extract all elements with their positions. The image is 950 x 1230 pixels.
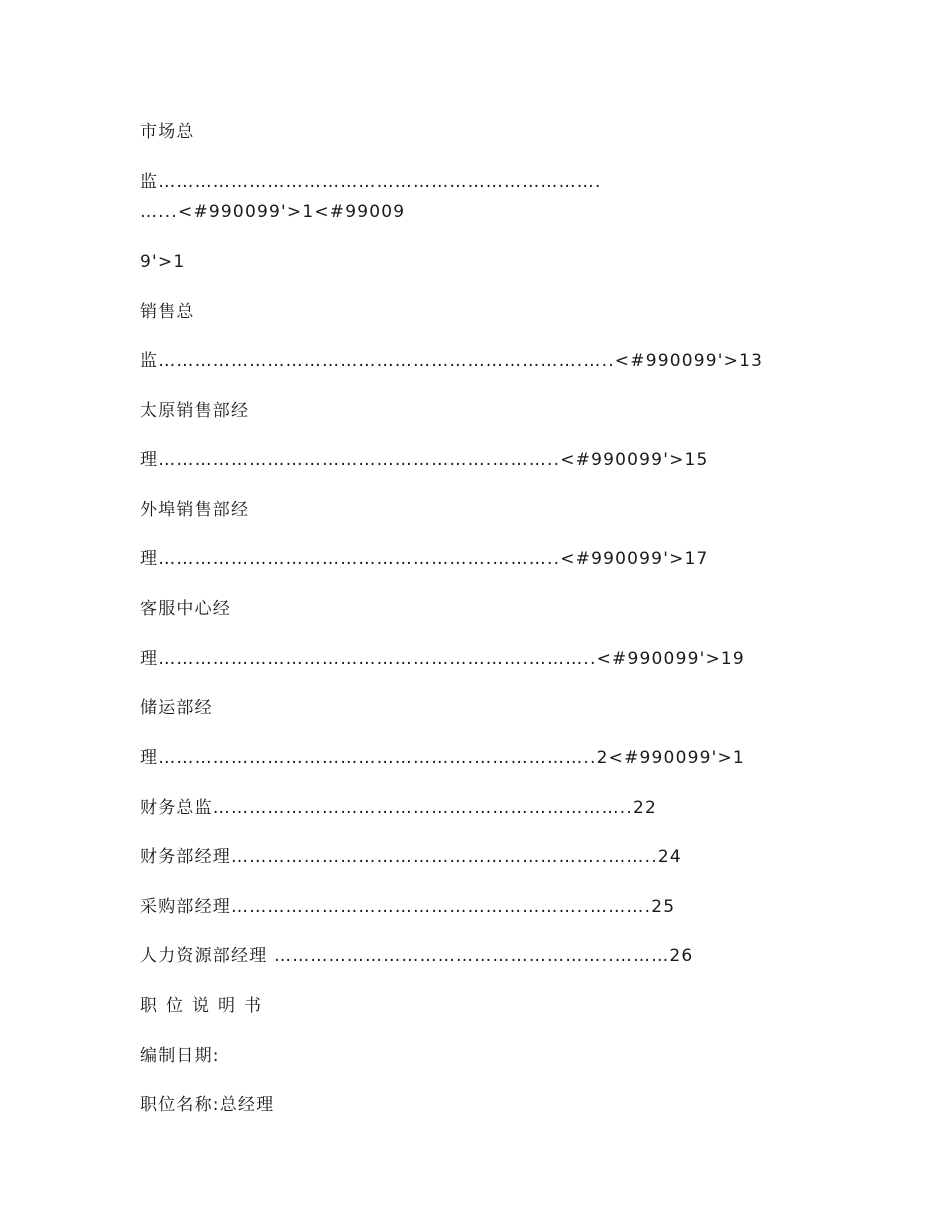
toc-line: 财务总监…………………………………….……………………..22 [140, 798, 658, 818]
toc-line: …...<#990099'>1<#99009 [140, 202, 406, 222]
toc-line: 市场总 [140, 122, 195, 142]
document-title: 职位说明书 [140, 996, 270, 1016]
position-name-label: 职位名称:总经理 [140, 1095, 275, 1115]
toc-line: 储运部经 [140, 698, 213, 718]
toc-line: 理…………………………………………….………………..2<#990099'>1 [140, 748, 745, 768]
toc-line: 采购部经理…………………………………………………..……….25 [140, 897, 676, 917]
toc-line: 财务部经理……………………………………………………..……..24 [140, 847, 682, 867]
toc-line: 理…………………………………………………….………..<#990099'>19 [140, 649, 745, 669]
toc-line: 太原销售部经 [140, 401, 250, 421]
toc-line: 监…………………………………………………………….…..<#990099'>13 [140, 351, 764, 371]
toc-line: 9'>1 [140, 252, 186, 272]
compile-date-label: 编制日期: [140, 1046, 220, 1066]
toc-line: 人力资源部经理 ………………………………………………..………26 [140, 946, 694, 966]
toc-line: 理……………………………………………….………..<#990099'>17 [140, 549, 709, 569]
toc-line: 销售总 [140, 302, 195, 322]
toc-line: 客服中心经 [140, 599, 231, 619]
toc-line: 理……………………………………………….………..<#990099'>15 [140, 450, 709, 470]
toc-line: 外埠销售部经 [140, 500, 250, 520]
toc-line: 监………………………………………………………………. [140, 172, 602, 192]
